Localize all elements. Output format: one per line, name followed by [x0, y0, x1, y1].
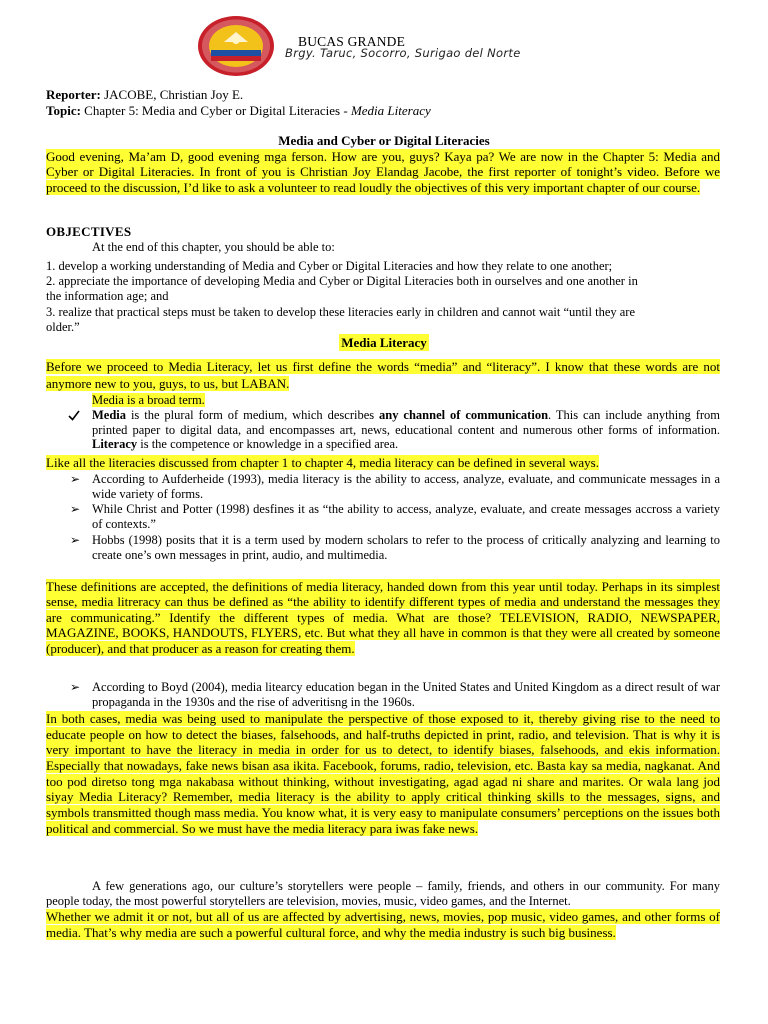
few-generations-paragraph: A few generations ago, our culture’s storytellers were people – family, friends, and others in our community. For many people today, the most powerful storytellers are television, movies, music, video games, and the Internet. [46, 879, 720, 908]
objective-3a: 3. realize that practical steps must be taken to develop these literacies early in children and cannot wait “until they are [46, 305, 636, 319]
arrow-bullet-icon: ➢ [70, 533, 81, 547]
intro-paragraph [46, 149, 720, 195]
definition-2: While Christ and Potter (1998) desfines it as “the ability to access, analyze, evaluate, and create messages accross a variety of contexts.” [92, 502, 720, 531]
media-literacy-heading [0, 335, 768, 351]
media-def-text1: is the plural form of medium, which describes [126, 408, 380, 422]
like-all-line [46, 456, 599, 471]
topic-italic: Media Literacy [350, 103, 431, 118]
document-title: Media and Cyber or Digital Literacies [278, 133, 490, 148]
objectives-lead: At the end of this chapter, you should be able to: [92, 240, 335, 254]
boyd-definition: According to Boyd (2004), media litearcy education began in the United States and United Kingdom as a direct result of war propaganda in the 1930s and the rise of adveritisng in the 1960s. [92, 680, 720, 709]
media-def-text2: . This can include anything from printed paper to digital data, and encompasses art, news, educational content and numerous other forms of information. [92, 408, 720, 437]
channel-term: any channel of communication [379, 408, 549, 422]
objective-2b: the information age; and [46, 289, 169, 303]
media-term: Media [92, 408, 127, 422]
reporter-line [46, 87, 243, 103]
broad-term-line [92, 393, 205, 408]
objective-2a: 2. appreciate the importance of developing Media and Cyber or Digital Literacies both in ourselves and one another in [46, 274, 638, 288]
these-definitions-paragraph [46, 579, 720, 656]
intro-text: Good evening, Ma’am D, good evening mga ferson. How are you, guys? Kaya pa? We are now in the Chapter 5: Media and Cyber or Digital Literacies. In front of you is Christian Joy Elandag Jacobe, the first reporter of tonight’s video. Before we proceed to the discussion, I’d like to ask a volunteer to read loudly the objectives of this very important chapter of our course. [46, 149, 720, 195]
school-address: Brgy. Taruc, Socorro, Surigao del Norte [285, 46, 521, 60]
before-paragraph [46, 359, 720, 392]
topic-line [46, 103, 431, 119]
reporter-value: JACOBE, Christian Joy E. [100, 87, 244, 102]
media-definition [92, 408, 720, 452]
literacy-term: Literacy [92, 437, 138, 451]
these-definitions-text: These definitions are accepted, the definitions of media literacy, handed down from this year until today. Perhaps in its simplest sense, media litreracy can thus be defined as “the ability to identify different types of media and understand the messages they are communicating.” Identify the different types of media. What are those? TELEVISION, RADIO, NEWSPAPER, MAGAZINE, BOOKS, HANDOUTS, FLYERS, etc. But what they all have in common is that they were all created by someone (producer), and that producer as a reason for creating them. [46, 579, 720, 656]
before-text: Before we proceed to Media Literacy, let us first define the words “media” and “literacy”. I know that these words are not anymore new to you, guys, to us, but LABAN. [46, 359, 720, 391]
objective-1: 1. develop a working understanding of Media and Cyber or Digital Literacies and how they relate to one another; [46, 259, 613, 273]
media-literacy-heading-text: Media Literacy [341, 335, 427, 350]
arrow-bullet-icon: ➢ [70, 502, 81, 516]
arrow-bullet-icon: ➢ [70, 472, 81, 486]
definition-1: According to Aufderheide (1993), media literacy is the ability to access, analyze, evaluate, and communicate messages in a wide variety of forms. [92, 472, 720, 501]
broad-term-text: Media is a broad term. [92, 393, 205, 407]
whether-paragraph [46, 909, 720, 940]
both-cases-text: In both cases, media was being used to manipulate the perspective of those exposed to it, thereby giving rise to the need to educate people on how to detect the biases, falsehoods, and half-truths depicted in print, radio, and television. That is why it is very important to have the literacy in media in order for us to detect, to identify biases, falsehoods, and ekis information. Especially that nowadays, fake news bisan asa ikita. Facebook, forums, radio, television, etc. Basta kay sa media, nagkanat. And too pod diretso tong mga nakabasa without thinking, without investigating, agad agad ni share and marites. Or wala lang jod siyay Media Literacy? Remember, media literacy is the ability to apply critical thinking skills to the messages, signs, and symbols transmitted though mass media. You know what, it is very easy to manipulate consumers’ perceptions on the issues both political and commercial. So we must have the media literacy para iwas fake news. [46, 711, 720, 836]
school-seal-icon [196, 14, 276, 78]
like-all-text: Like all the literacies discussed from chapter 1 to chapter 4, media literacy can be defined in several ways. [46, 455, 599, 470]
check-icon [68, 410, 80, 421]
arrow-bullet-icon: ➢ [70, 680, 81, 694]
whether-text: Whether we admit it or not, but all of us are affected by advertising, news, movies, pop music, video games, and other forms of media. That’s why media are such a powerful cultural force, and why the media industry is such big business. [46, 909, 720, 940]
definition-3: Hobbs (1998) posits that it is a term used by modern scholars to refer to the process of critically analyzing and learning to create one’s own messages in print, audio, and multimedia. [92, 533, 720, 562]
objective-3b: older.” [46, 320, 80, 334]
literacy-def-text: is the competence or knowledge in a specified area. [137, 437, 399, 451]
topic-value: Chapter 5: Media and Cyber or Digital Literacies - [80, 103, 351, 118]
both-cases-paragraph [46, 711, 720, 836]
topic-label: Topic: [46, 103, 81, 118]
objectives-heading: OBJECTIVES [46, 224, 132, 239]
school-name: BUCAS GRANDE [298, 34, 406, 49]
reporter-label: Reporter: [46, 87, 101, 102]
